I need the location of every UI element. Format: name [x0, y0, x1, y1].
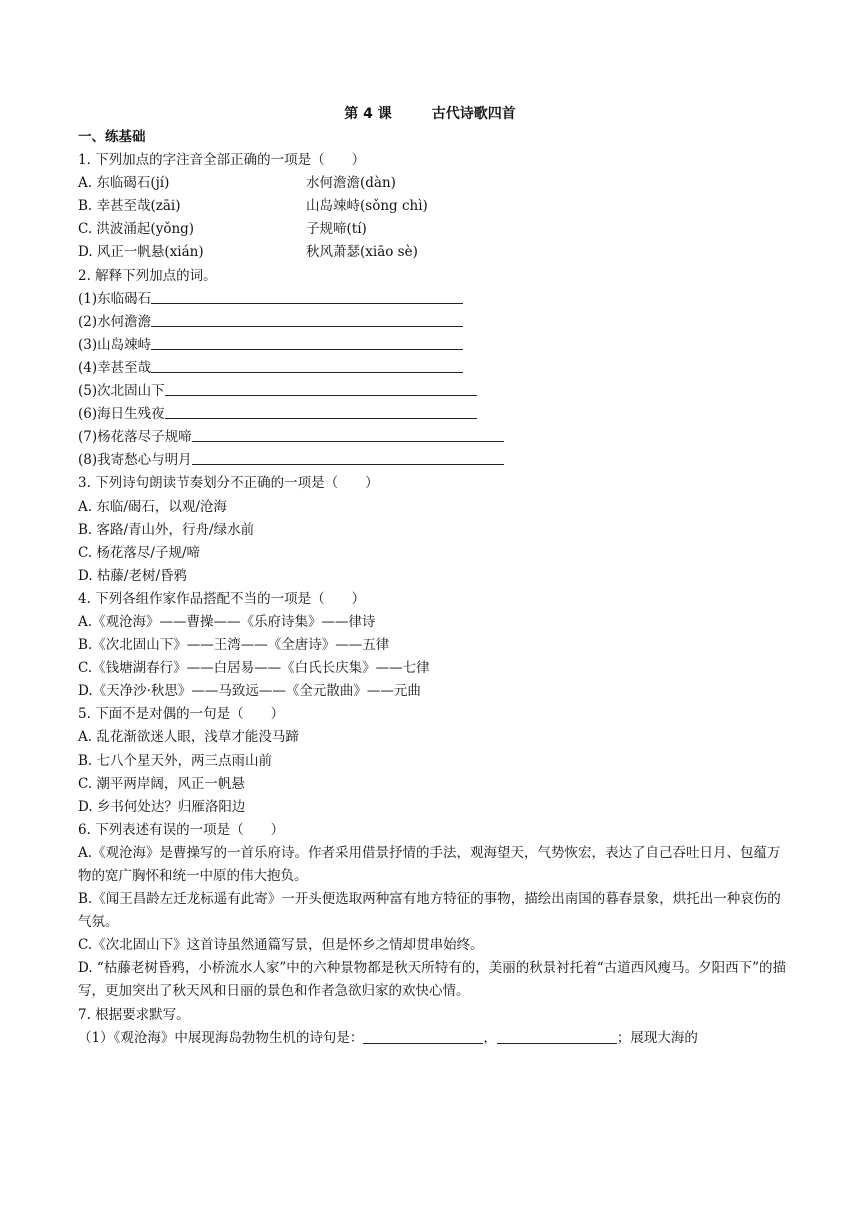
question-2-item — [78, 426, 788, 449]
question-5-option-a: A. 乱花渐欲迷人眼，浅草才能没马蹄 — [78, 729, 299, 746]
item-label: (2)水何澹澹 — [78, 313, 152, 330]
question-2-item — [78, 380, 788, 403]
question-1-option-a — [78, 172, 788, 195]
question-6-option-c: C.《次北固山下》这首诗虽然通篇写景，但是怀乡之情却贯串始终。 — [78, 937, 484, 954]
question-1-option-b — [78, 195, 788, 218]
question-5-option-b: B. 七八个星天外，两三点雨山前 — [78, 752, 273, 769]
question-3-option-a: A. 东临/碣石，以观/沧海 — [78, 498, 227, 515]
item-separator: ， — [483, 1029, 497, 1046]
section-heading: 一、练基础 — [78, 129, 146, 145]
question-1-option-c — [78, 218, 788, 241]
question-2-item — [78, 311, 788, 334]
option-text: 山岛竦峙(sǒng chì) — [306, 198, 428, 215]
answer-blank[interactable] — [497, 1028, 617, 1044]
question-4-option-c: C.《钱塘湖春行》——白居易——《白氏长庆集》——七律 — [78, 660, 430, 677]
option-text: D. 风正一帆悬(xián) — [78, 244, 204, 261]
answer-blank[interactable] — [192, 449, 504, 465]
question-3-option-b: B. 客路/青山外，行舟/绿水前 — [78, 521, 255, 538]
item-label: (1)东临碣石 — [78, 290, 152, 307]
question-7-stem: 7. 根据要求默写。 — [78, 1006, 190, 1023]
answer-blank[interactable] — [192, 426, 504, 442]
question-1-option-d — [78, 241, 788, 264]
answer-blank[interactable] — [151, 357, 463, 373]
question-6-option-d: D. “枯藤老树昏鸦，小桥流水人家”中的六种景物都是秋天所特有的，美丽的秋景衬托着“古道西风瘦马。夕阳西下”的描写，更加突出了秋天风和日丽的景色和作者急欲归家的欢快心情。 — [78, 960, 787, 1000]
question-2-item — [78, 403, 788, 426]
question-2-item — [78, 449, 788, 472]
answer-blank[interactable] — [165, 380, 477, 396]
lesson-number: 第 4 课 — [344, 106, 392, 122]
option-text: 子规啼(tí) — [306, 221, 367, 238]
page-title — [0, 103, 860, 123]
option-text: A. 东临碣石(jí) — [78, 175, 170, 192]
answer-blank[interactable] — [151, 311, 463, 327]
question-2-item — [78, 357, 788, 380]
answer-blank[interactable] — [165, 403, 477, 419]
option-text: 水何澹澹(dàn) — [306, 175, 396, 192]
lesson-title: 古代诗歌四首 — [431, 106, 516, 122]
question-2-item — [78, 334, 788, 357]
answer-blank[interactable] — [363, 1028, 483, 1044]
question-5-stem: 5. 下面不是对偶的一句是（ ） — [78, 706, 285, 723]
question-6-option-b: B.《闻王昌龄左迁龙标遥有此寄》一开头便选取两种富有地方特征的事物，描绘出南国的暮春景象，烘托出一种哀伤的气氛。 — [78, 891, 781, 931]
item-suffix: ；展现大海的 — [616, 1029, 698, 1046]
question-5-option-d: D. 乡书何处达？归雁洛阳边 — [78, 798, 246, 815]
question-3-option-d: D. 枯藤/老树/昏鸦 — [78, 567, 188, 584]
question-7-item-1 — [78, 1027, 788, 1050]
answer-blank[interactable] — [151, 334, 463, 350]
item-prefix: （1）《观沧海》中展现海岛勃物生机的诗句是： — [78, 1029, 364, 1046]
question-2-item — [78, 288, 788, 311]
answer-blank[interactable] — [151, 288, 463, 304]
question-3-option-c: C. 杨花落尽/子规/啼 — [78, 544, 201, 561]
question-4-stem: 4. 下列各组作家作品搭配不当的一项是（ ） — [78, 590, 366, 607]
exercise-content — [78, 126, 788, 1050]
question-1-stem: 1. 下列加点的字注音全部正确的一项是（ ） — [78, 152, 366, 169]
question-4-option-d: D.《天净沙·秋思》——马致远——《全元散曲》——元曲 — [78, 683, 421, 700]
item-label: (4)幸甚至哉 — [78, 359, 152, 376]
item-label: (3)山岛竦峙 — [78, 336, 152, 353]
option-text: C. 洪波涌起(yǒng) — [78, 221, 195, 238]
option-text: B. 幸甚至哉(zāi) — [78, 198, 181, 215]
question-4-option-b: B.《次北固山下》——王湾——《全唐诗》——五律 — [78, 637, 390, 654]
item-label: (8)我寄愁心与明月 — [78, 452, 192, 469]
question-3-stem: 3. 下列诗句朗读节奏划分不正确的一项是（ ） — [78, 475, 379, 492]
item-label: (5)次北固山下 — [78, 383, 165, 400]
item-label: (6)海日生残夜 — [78, 406, 165, 423]
question-6-stem: 6. 下列表述有误的一项是（ ） — [78, 821, 285, 838]
question-4-option-a: A.《观沧海》——曹操——《乐府诗集》——律诗 — [78, 613, 376, 630]
item-label: (7)杨花落尽子规啼 — [78, 429, 192, 446]
option-text: 秋风萧瑟(xiāo sè) — [306, 244, 418, 261]
question-5-option-c: C. 潮平两岸阔，风正一帆悬 — [78, 775, 245, 792]
question-6-option-a: A.《观沧海》是曹操写的一首乐府诗。作者采用借景抒情的手法，观海望天，气势恢宏，表达了自己吞吐日月、包蕴万物的宽广胸怀和统一中原的伟大抱负。 — [78, 844, 781, 884]
question-2-stem: 2. 解释下列加点的词。 — [78, 267, 217, 284]
